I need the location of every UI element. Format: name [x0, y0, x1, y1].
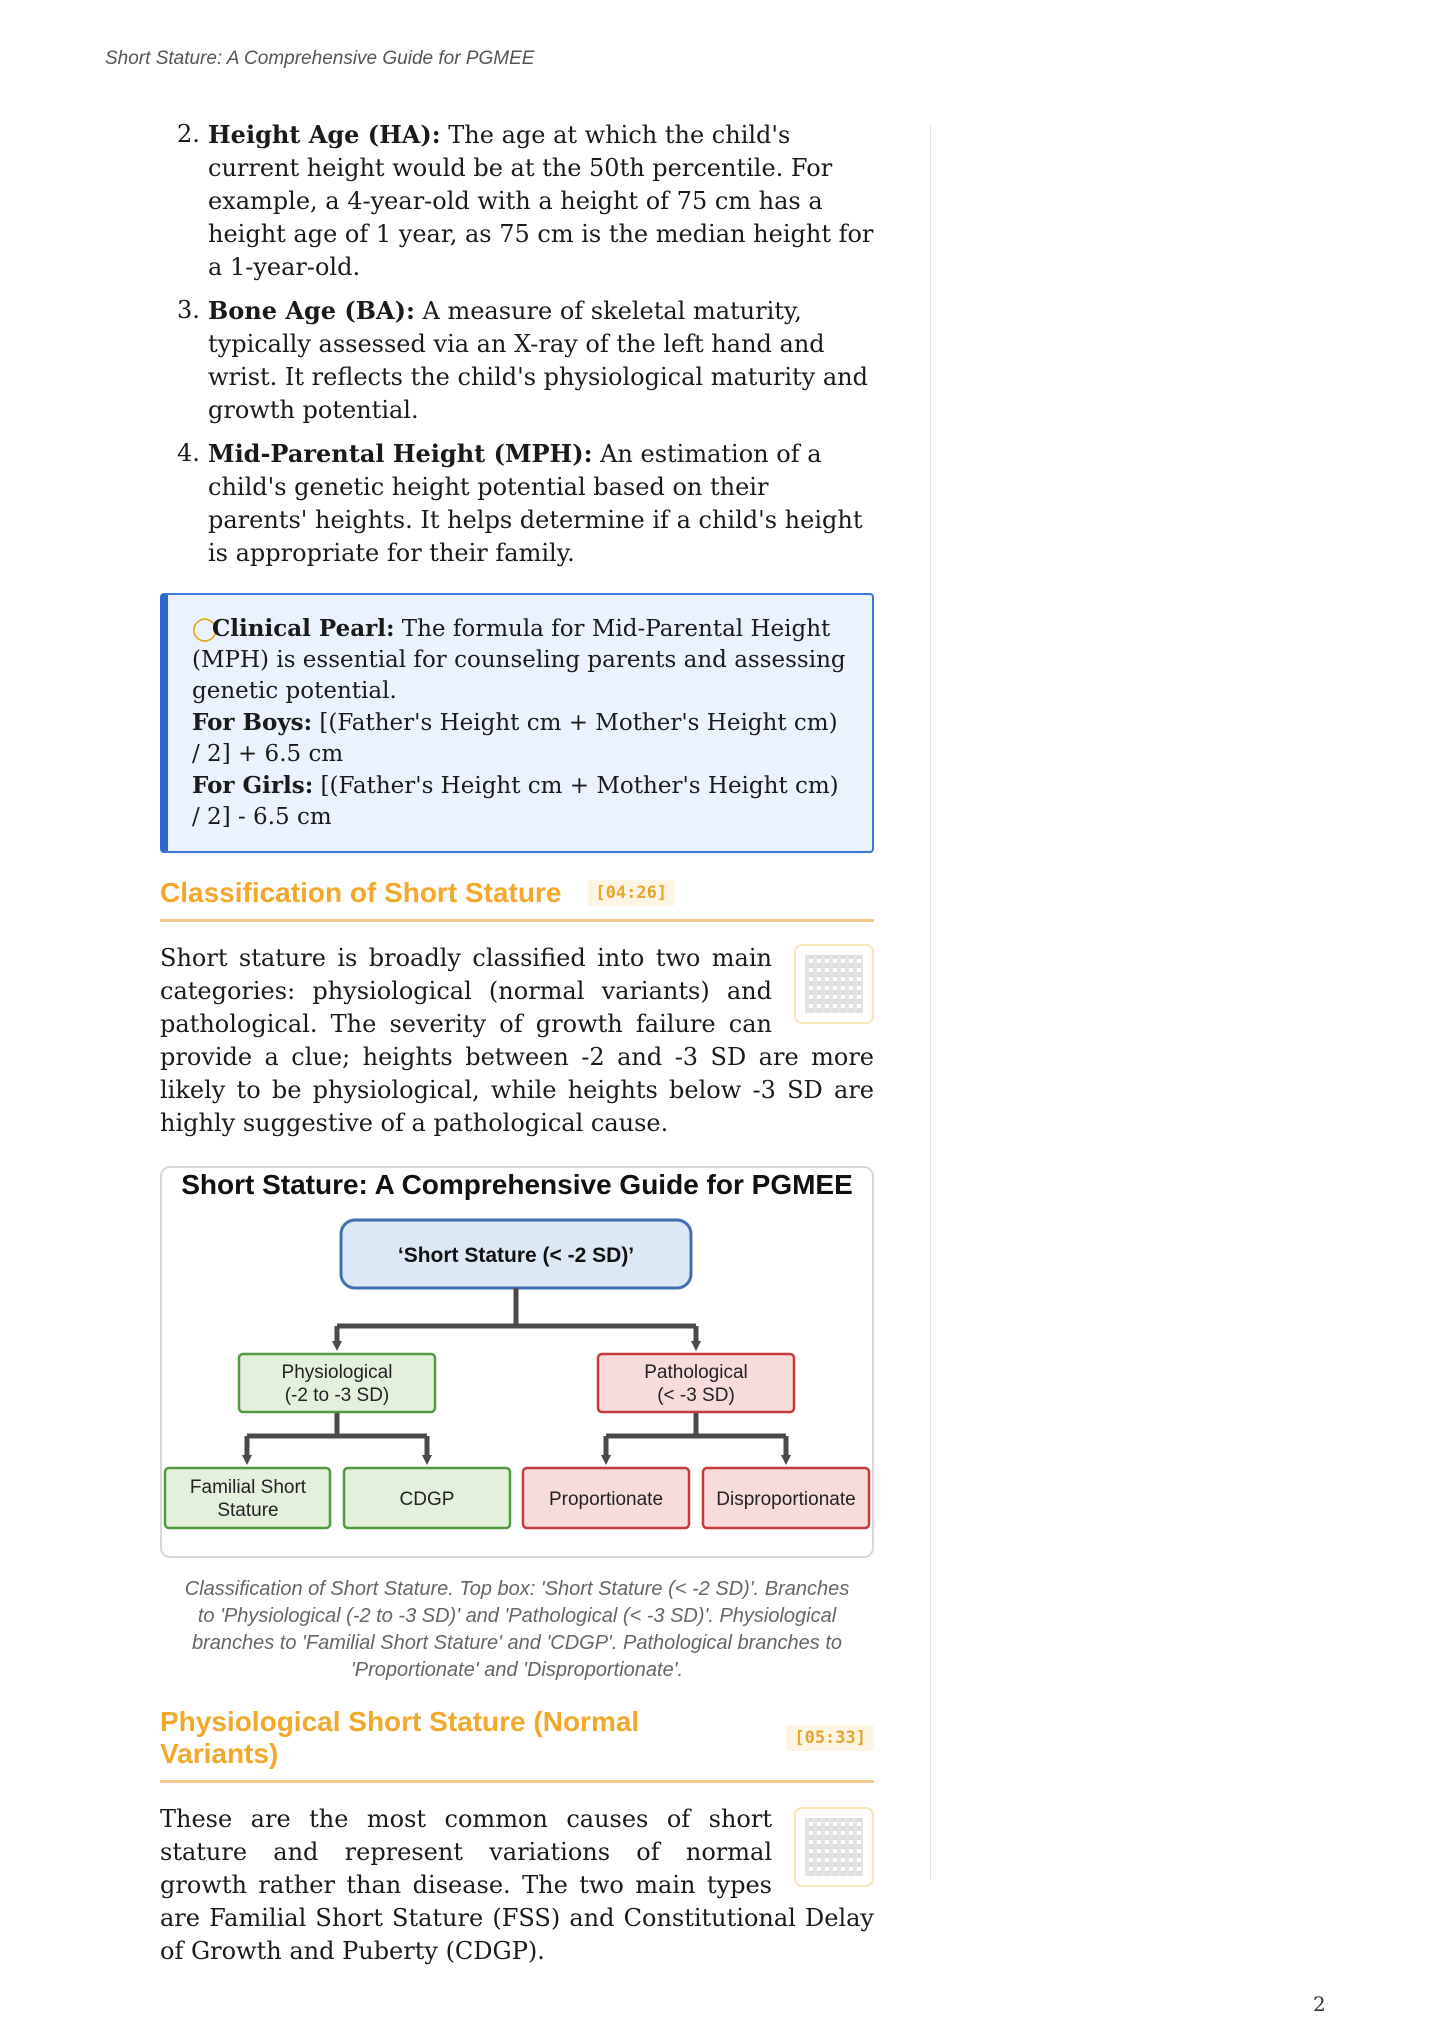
section-paragraph: Short stature is broadly classified into two main categories: physiological (normal variants) and pathological. The severity of growth failure can provide a clue; heights between -2 and -3 SD are more likely to be physiological, while heights below -3 SD are highly suggestive of a pathological cause.	[160, 944, 874, 1137]
list-number: 4.	[177, 439, 200, 467]
section-body	[160, 942, 874, 1140]
figure-title: Short Stature: A Comprehensive Guide for PGMEE	[181, 1169, 853, 1200]
lightbulb-icon: ◯	[192, 616, 218, 642]
list-item	[177, 118, 874, 284]
proportionate-label: Proportionate	[548, 1489, 664, 1510]
list-number: 2.	[177, 120, 200, 148]
section-body	[160, 1803, 874, 1968]
pearl-boys	[192, 707, 850, 770]
list-item	[177, 294, 874, 427]
cdgp-label: CDGP	[399, 1489, 455, 1510]
section-title: Physiological Short Stature (Normal Variants)	[160, 1706, 640, 1769]
definition-term: Bone Age (BA):	[208, 296, 415, 325]
running-header: Short Stature: A Comprehensive Guide for PGMEE	[105, 48, 535, 69]
qr-code[interactable]	[794, 944, 874, 1024]
definition-text: The age at which the child's current height would be at the 50th percentile. For example, a 4-year-old with a height of 75 cm has a height age of 1 year, as 75 cm is the median height for a 1-year-old.	[208, 121, 874, 281]
physiological-range: (-2 to -3 SD)	[284, 1385, 390, 1406]
definition-text: An estimation of a child's genetic height potential based on their parents' heights. It helps determine if a child's height is appropriate for their family.	[208, 440, 863, 567]
list-number: 3.	[177, 296, 200, 324]
qr-code[interactable]	[794, 1807, 874, 1887]
pearl-text: The formula for Mid-Parental Height (MPH) is essential for counseling parents and assessing genetic potential.	[192, 616, 846, 704]
root-label: ‘Short Stature (< -2 SD)’	[397, 1244, 635, 1267]
fss-label-line1: Familial Short	[189, 1477, 307, 1498]
pearl-intro	[192, 613, 850, 707]
pathological-label: Pathological	[644, 1362, 748, 1383]
boys-label: For Boys:	[192, 709, 313, 736]
qr-code-icon	[805, 955, 863, 1013]
figure-caption: Classification of Short Stature. Top box: 'Short Stature (< -2 SD)'. Branches to 'Physiological (-2 to -3 SD)' and 'Pathological (< -3 SD)'. Physiological branches to 'Familial Short Stature' and 'CDGP'. Pathological branches to 'Proportionate' and 'Disproportionate'.	[184, 1578, 850, 1681]
definition-term: Mid-Parental Height (MPH):	[208, 439, 593, 468]
page-number: 2	[1313, 1992, 1326, 2016]
flowchart-figure	[160, 1166, 874, 1558]
pearl-girls	[192, 770, 850, 833]
definition-text: A measure of skeletal maturity, typically assessed via an X-ray of the left hand and wrist. It reflects the child's physiological maturity and growth potential.	[208, 297, 868, 424]
flowchart-svg	[162, 1168, 872, 1556]
physiological-label: Physiological	[281, 1362, 393, 1383]
qr-code-icon	[805, 1818, 863, 1876]
list-item	[177, 437, 874, 570]
girls-formula: [(Father's Height cm + Mother's Height cm) / 2] - 6.5 cm	[192, 773, 839, 830]
disproportionate-label: Disproportionate	[716, 1489, 856, 1510]
page-content	[160, 118, 874, 1968]
boys-formula: [(Father's Height cm + Mother's Height cm) / 2] + 6.5 cm	[192, 710, 838, 767]
section-heading	[160, 877, 874, 922]
pathological-range: (< -3 SD)	[657, 1385, 735, 1406]
video-timestamp[interactable]: [05:33]	[786, 1725, 874, 1751]
definition-list	[160, 118, 874, 570]
fss-label-line2: Stature	[217, 1500, 279, 1521]
section-paragraph: These are the most common causes of short stature and represent variations of normal growth rather than disease. The two main types are Familial Short Stature (FSS) and Constitutional Delay of Growth and Puberty (CDGP).	[160, 1805, 874, 1965]
section-title: Classification of Short Stature	[160, 877, 562, 908]
clinical-pearl-box	[160, 593, 874, 853]
column-divider	[930, 125, 931, 1880]
video-timestamp[interactable]: [04:26]	[587, 880, 675, 906]
section-heading	[160, 1706, 874, 1783]
definition-term: Height Age (HA):	[208, 120, 441, 149]
girls-label: For Girls:	[192, 772, 314, 799]
pearl-label: Clinical Pearl:	[212, 615, 395, 642]
